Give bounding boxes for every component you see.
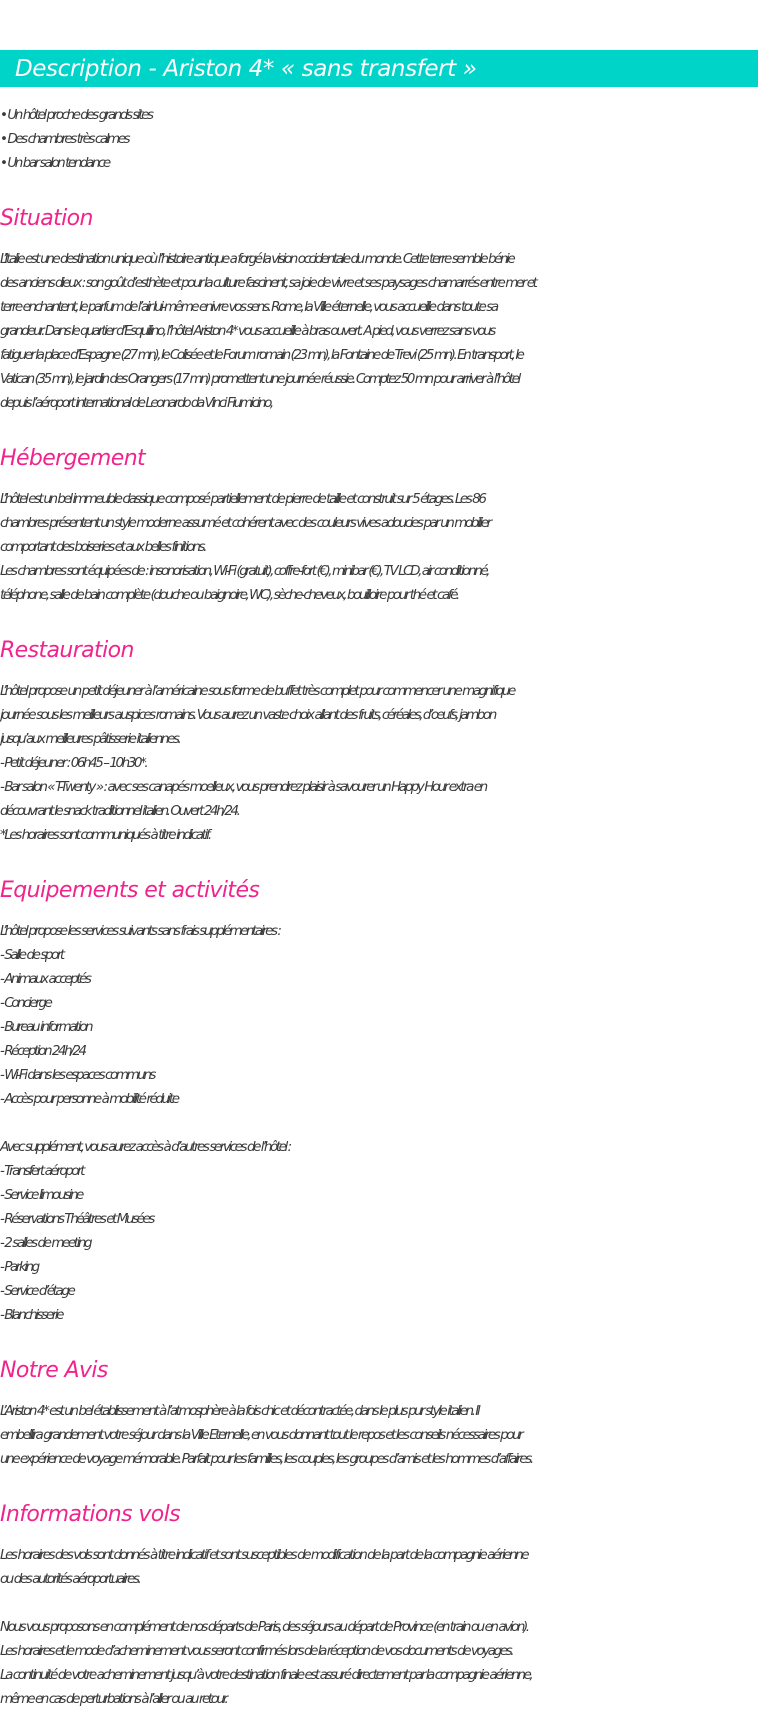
hebergement-heading: Hébergement bbox=[0, 446, 146, 471]
list-item: - Réservations Théâtres et Musées bbox=[0, 1211, 153, 1227]
text-line: Les horaires des vols sont donnés à titre indicatif et sont susceptibles de modification de la part de la compagnie aérienne bbox=[0, 1547, 528, 1563]
equipements-text bbox=[0, 919, 758, 1327]
vols-heading: Informations vols bbox=[0, 1502, 181, 1527]
text-line: - Bar salon « T-Twenty » : avec ses canapés moelleux, vous prendrez plaisir à savourer un Happy Hour extra en bbox=[0, 779, 486, 795]
text-line: Nous vous proposons en complément de nos départs de Paris, des séjours au départ de Province (en train ou en avion). bbox=[0, 1619, 528, 1635]
list-item: - Transfert aéroport bbox=[0, 1163, 84, 1179]
text-line: L’hôtel est un bel immeuble classique composé partiellement de pierre de taille et construit sur 5 étages. Les 86 bbox=[0, 491, 485, 507]
highlight-item: • Un bar salon tendance bbox=[0, 155, 109, 171]
text-line: jusqu’aux meilleures pâtisserie italiennes. bbox=[0, 731, 180, 747]
text-line: La continuité de votre acheminement jusqu’à votre destination finale est assuré directement par la compagnie aérienne, bbox=[0, 1667, 532, 1683]
text-line: des anciens dieux : son goût d’esthète et pour la culture fascinent, sa joie de vivre et ses paysages chamarrés entre mer et bbox=[0, 275, 536, 291]
avis-heading: Notre Avis bbox=[0, 1358, 108, 1383]
text-line: chambres présentent un style moderne assumé et cohérent avec des couleurs vives adoucies par un mobilier bbox=[0, 515, 490, 531]
text-line: journée sous les meilleurs auspices romains. Vous aurez un vaste choix allant des fruits, céréales, d’œufs, jambon bbox=[0, 707, 495, 723]
text-line: Vatican (35 mn), le jardin des Orangers (17 mn) promettent une journée réussie. Comptez 50 mn pour arriver à l’hôtel bbox=[0, 371, 519, 387]
list-item: - Animaux acceptés bbox=[0, 971, 90, 987]
vols-text bbox=[0, 1543, 758, 1711]
hebergement-text bbox=[0, 487, 758, 607]
text-line: L’Ariston 4* est un bel établissement à l’atmosphère à la fois chic et décontractée, dans le plus pur style italien. Il bbox=[0, 1403, 479, 1419]
highlight-item: • Des chambres très calmes bbox=[0, 131, 129, 147]
highlights-list bbox=[0, 103, 758, 175]
text-line: même en cas de perturbations à l’aller ou au retour. bbox=[0, 1691, 227, 1707]
text-line: L’Italie est une destination unique où l’histoire antique a forgé la vision occidentale du monde. Cette terre semble bénie bbox=[0, 251, 514, 267]
text-line: terre enchantent, le parfum de l’air lui-même enivre vos sens. Rome, la Ville éternelle, vous accueille dans toute sa bbox=[0, 299, 497, 315]
situation-heading: Situation bbox=[0, 206, 93, 231]
list-item: - Salle de sport bbox=[0, 947, 63, 963]
list-item: - Réception 24h/24 bbox=[0, 1043, 85, 1059]
list-item: - Accès pour personne à mobilité réduite bbox=[0, 1091, 178, 1107]
text-line: - Petit déjeuner : 06h45 – 10h30*. bbox=[0, 755, 147, 771]
situation-text bbox=[0, 247, 758, 415]
list-item: - Bureau information bbox=[0, 1019, 92, 1035]
text-line: L’hôtel propose les services suivants sans frais supplémentaires : bbox=[0, 923, 280, 939]
text-line: grandeur. Dans le quartier d’Esquilino, l’hôtel Ariston 4* vous accueille à bras ouvert. A pied, vous verrez sans vous bbox=[0, 323, 494, 339]
text-line: comportant des boiseries et aux belles finitions. bbox=[0, 539, 205, 555]
equipements-heading: Equipements et activités bbox=[0, 878, 260, 903]
text-line: Avec supplément, vous aurez accès à d’autres services de l’hôtel : bbox=[0, 1139, 290, 1155]
restauration-heading: Restauration bbox=[0, 638, 134, 663]
list-item: - Wi-Fi dans les espaces communs bbox=[0, 1067, 155, 1083]
spacer bbox=[0, 1111, 758, 1135]
text-line: téléphone, salle de bain complète (douche ou baignoire, WC), sèche-cheveux, bouilloire pour thé et café. bbox=[0, 587, 458, 603]
list-item: - Parking bbox=[0, 1259, 38, 1275]
restauration-text bbox=[0, 679, 758, 847]
title-bar bbox=[0, 50, 758, 87]
text-line: *Les horaires sont communiqués à titre indicatif. bbox=[0, 827, 210, 843]
text-line: une expérience de voyage mémorable. Parfait pour les familles, les couples, les groupes d’amis et les hommes d’affaires. bbox=[0, 1451, 532, 1467]
list-item: - Service d’étage bbox=[0, 1283, 74, 1299]
page-title: Description - Ariston 4* « sans transfert » bbox=[15, 55, 477, 82]
avis-text bbox=[0, 1399, 758, 1471]
list-item: - Blanchisserie bbox=[0, 1307, 62, 1323]
text-line: L’hôtel propose un petit déjeuner à l’américaine sous forme de buffet très complet pour commencer une magnifique bbox=[0, 683, 514, 699]
text-line: depuis l’aéroport international de Leonardo da Vinci Fiumicino, bbox=[0, 395, 272, 411]
list-item: - Concierge bbox=[0, 995, 51, 1011]
text-line: découvrant le snack traditionnel italien. Ouvert 24h/24. bbox=[0, 803, 239, 819]
list-item: - 2 salles de meeting bbox=[0, 1235, 91, 1251]
spacer bbox=[0, 1591, 758, 1615]
text-line: fatiguer la place d’Espagne (27 mn), le Colisée et le Forum romain (23 mn), la Fontaine de Trevi (25 mn). En transport, le bbox=[0, 347, 523, 363]
text-line: ou des autorités aéroportuaires. bbox=[0, 1571, 140, 1587]
text-line: Les horaires et le mode d’acheminement vous seront confirmés lors de la réception de vos documents de voyages. bbox=[0, 1643, 513, 1659]
highlight-item: • Un hôtel proche des grands sites bbox=[0, 107, 152, 123]
text-line: embellira grandement votre séjour dans la Ville Eternelle, en vous donnant tout le repos et les conseils nécessaires pour bbox=[0, 1427, 522, 1443]
list-item: - Service limousine bbox=[0, 1187, 82, 1203]
text-line: Les chambres sont équipées de : insonorisation, Wi-Fi (gratuit), coffre-fort (€), minibar (€), TV LCD, air conditionné, bbox=[0, 563, 489, 579]
